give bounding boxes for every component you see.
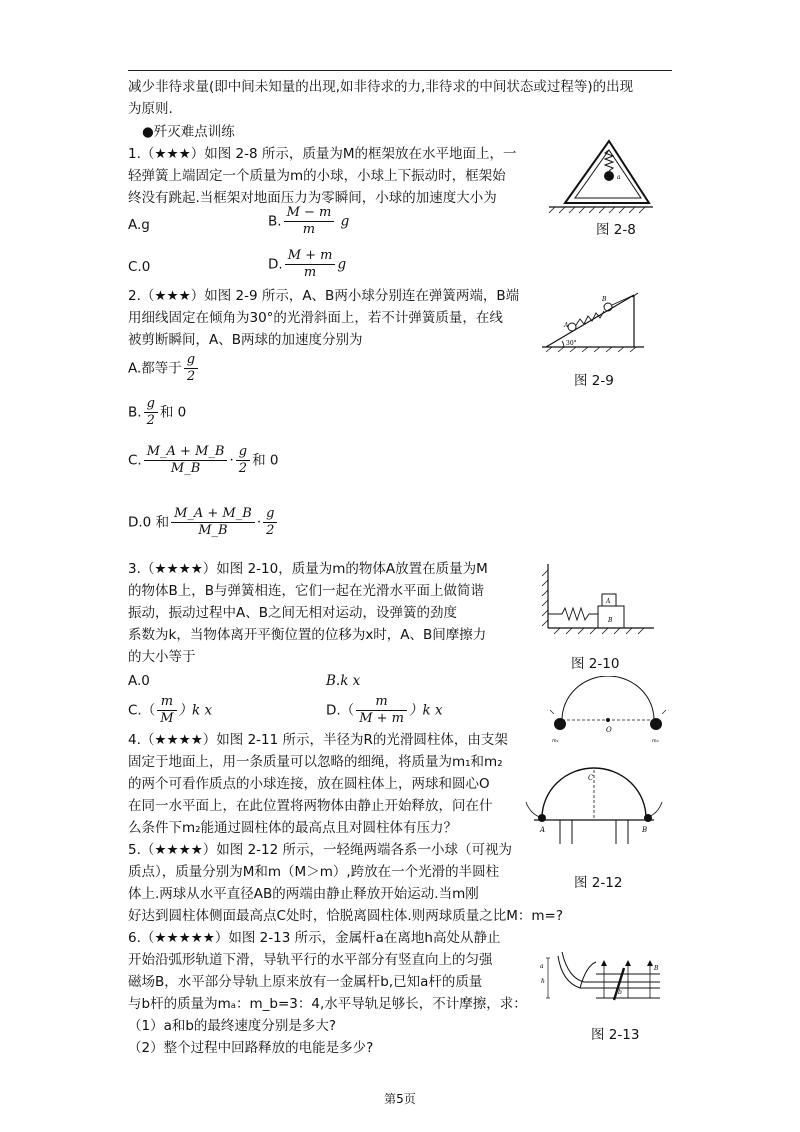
q6-sub-1: （1）a和b的最终速度分别是多大? — [128, 1018, 337, 1034]
q2-option-a-fraction: $\frac{g}{2}$ — [184, 352, 198, 385]
svg-text:A: A — [606, 598, 611, 605]
q1-option-d: D. $\frac{M + m}{m}$ g — [268, 248, 347, 280]
figure-2-11 — [548, 676, 668, 748]
q5-line-3: 体上.两球从水平直径AB的两端由静止释放开始运动.当m刚 — [128, 886, 479, 902]
q1-option-c: C.0 — [128, 259, 151, 275]
q3-option-a: A.0 — [128, 673, 150, 689]
figure-2-9-caption: 图 2-9 — [574, 373, 614, 389]
figure-2-12-caption: 图 2-12 — [574, 875, 623, 891]
q3-option-b: B.k x — [326, 673, 361, 689]
q1-option-d-fraction: $\frac{M + m}{m}$ — [285, 248, 336, 281]
svg-text:B: B — [642, 826, 648, 834]
q3-option-c: C.（ $\frac{m}{M}$ ）k x — [128, 694, 213, 726]
figure-2-10-caption: 图 2-10 — [571, 656, 620, 672]
q3-line-5: 的大小等于 — [128, 649, 196, 665]
q1-line-2: 轻弹簧上端固定一个质量为m的小球，小球上下振动时，框架始 — [128, 168, 506, 184]
q2-line-1: 2.（★★★）如图 2-9 所示，A、B两小球分别连在弹簧两端，B端 — [128, 288, 520, 304]
q2-option-b-fraction: $\frac{g}{2}$ — [144, 396, 158, 429]
svg-text:A: A — [540, 826, 546, 834]
q6-line-2: 开始沿弧形轨道下滑，导轨平行的水平部分有竖直向上的匀强 — [128, 952, 493, 968]
svg-text:m₁: m₁ — [552, 738, 559, 744]
q6-sub-2: （2）整个过程中回路释放的电能是多少? — [128, 1040, 374, 1056]
svg-text:30°: 30° — [566, 340, 577, 347]
intro-line-1: 减少非待求量(即中间未知量的出现,如非待求的力,非待求的中间状态或过程等)的出现 — [128, 79, 634, 95]
svg-text:h: h — [541, 978, 545, 985]
q5-line-1: 5.（★★★★）如图 2-12 所示，一轻绳两端各系一小球（可视为 — [128, 842, 513, 858]
q4-line-5: 么条件下m₂能通过圆柱体的最高点且对圆柱体有压力？ — [128, 820, 458, 836]
figure-2-12 — [520, 760, 670, 868]
q2-option-d: D.0 和 $\frac{M\_A + M\_B}{M\_B}$ · $\frac{g}{2}$ — [128, 506, 279, 539]
svg-text:m₂: m₂ — [652, 738, 659, 744]
q3-line-3: 振动，振动过程中A、B之间无相对运动，设弹簧的劲度 — [128, 605, 457, 621]
q6-line-3: 磁场B，水平部分导轨上原来放有一金属杆b,已知a杆的质量 — [128, 974, 483, 990]
q1-option-a: A.g — [128, 217, 150, 233]
svg-text:O: O — [606, 726, 612, 734]
svg-text:C: C — [588, 774, 594, 782]
q1-option-b: B. $\frac{M - m}{m}$ g — [268, 205, 350, 237]
figure-2-13 — [540, 938, 665, 1018]
q2-line-2: 用细线固定在倾角为30°的光滑斜面上，若不计弹簧质量，在线 — [128, 310, 503, 326]
q6-line-1: 6.（★★★★★）如图 2-13 所示，金属杆a在离地h高处从静止 — [128, 930, 501, 946]
q5-line-2: 质点），质量分别为M和m（M＞m）,跨放在一个光滑的半圆柱 — [128, 864, 500, 880]
figure-2-8 — [545, 135, 657, 215]
svg-text:B: B — [654, 965, 659, 972]
q3-line-2: 的物体B上，B与弹簧相连，它们一起在光滑水平面上做简谐 — [128, 583, 485, 599]
q5-line-4: 好达到圆柱体侧面最高点C处时，恰脱离圆柱体.则两球质量之比M：m=? — [128, 908, 563, 924]
svg-text:B: B — [602, 296, 607, 303]
section-title: ●歼灭难点训练 — [142, 124, 235, 140]
q4-line-1: 4.（★★★★）如图 2-11 所示，半径为R的光滑圆柱体，由支架 — [128, 732, 508, 748]
page-footer: 第5页 — [384, 1092, 416, 1106]
figure-2-10 — [538, 562, 658, 636]
q2-option-b: B. $\frac{g}{2}$ 和 0 — [128, 396, 187, 428]
svg-text:a: a — [540, 963, 544, 970]
q1-option-b-fraction: $\frac{M - m}{m}$ — [284, 205, 335, 238]
figure-2-8-caption: 图 2-8 — [596, 222, 636, 238]
q1-line-3: 终没有跳起.当框架对地面压力为零瞬间，小球的加速度大小为 — [128, 190, 497, 206]
q2-option-d-fraction: $\frac{M\_A + M\_B}{M\_B}$ — [171, 506, 255, 539]
header-rule — [128, 70, 672, 71]
figure-2-13-caption: 图 2-13 — [591, 1027, 640, 1043]
figure-2-9 — [540, 285, 648, 353]
svg-text:a: a — [617, 174, 621, 181]
svg-text:b: b — [618, 989, 622, 996]
q3-option-d-fraction: $\frac{m}{M + m}$ — [356, 694, 407, 727]
q2-option-c-fraction: $\frac{M\_A + M\_B}{M\_B}$ — [144, 444, 228, 477]
q3-option-d: D.（ $\frac{m}{M + m}$ ）k x — [326, 694, 443, 726]
q1-line-1: 1.（★★★）如图 2-8 所示，质量为M的框架放在水平地面上，一 — [128, 146, 517, 162]
q3-option-c-fraction: $\frac{m}{M}$ — [157, 694, 176, 727]
q2-option-c: C. $\frac{M\_A + M\_B}{M\_B}$ · $\frac{g}{2}$ 和 0 — [128, 444, 279, 476]
q6-line-4: 与b杆的质量为mₐ：m_b=3：4,水平导轨足够长，不计摩擦，求： — [128, 996, 527, 1012]
q2-line-3: 被剪断瞬间，A、B两球的加速度分别为 — [128, 332, 363, 348]
q4-line-4: 在同一水平面上，在此位置将两物体由静止开始释放，问在什 — [128, 798, 493, 814]
q4-line-3: 的两个可看作质点的小球连接，放在圆柱体上，两球和圆心O — [128, 776, 490, 792]
q4-line-2: 固定于地面上，用一条质量可以忽略的细绳，将质量为m₁和m₂ — [128, 754, 503, 770]
svg-text:B: B — [608, 617, 613, 624]
svg-text:A: A — [564, 322, 569, 329]
intro-line-2: 为原则. — [128, 101, 173, 117]
q2-option-a: A.都等于 $\frac{g}{2}$ — [128, 352, 200, 385]
q3-line-4: 系数为k，当物体离开平衡位置的位移为x时，A、B间摩擦力 — [128, 627, 487, 643]
q3-line-1: 3.（★★★★）如图 2-10，质量为m的物体A放置在质量为M — [128, 561, 488, 577]
